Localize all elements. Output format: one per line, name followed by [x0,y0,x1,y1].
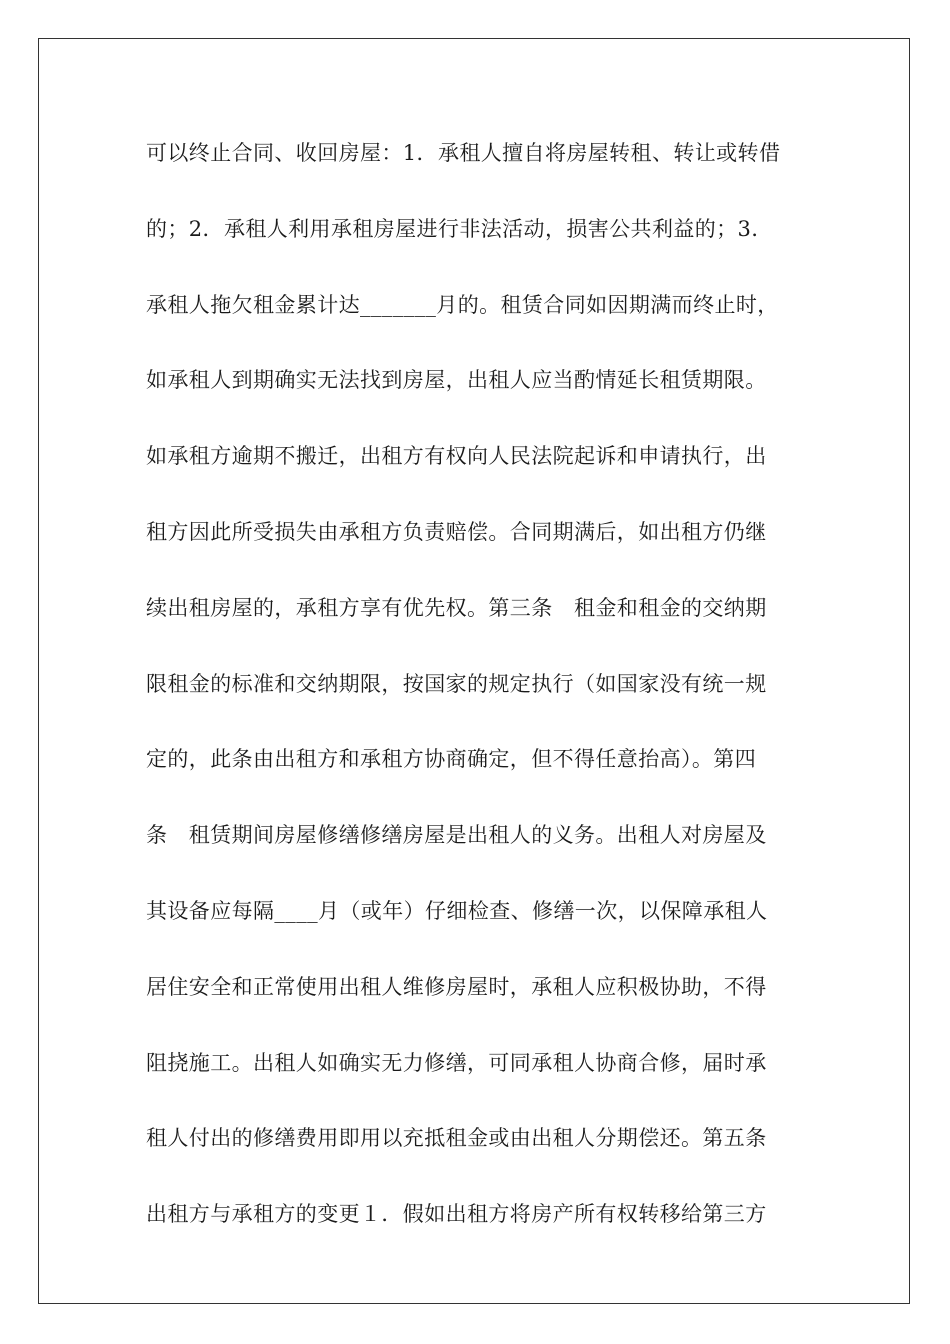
text-line: 居住安全和正常使用出租人维修房屋时，承租人应积极协助，不得 [146,974,767,999]
text-line: 如承租人到期确实无法找到房屋，出租人应当酌情延长租赁期限。 [146,368,767,393]
text-line: 租人付出的修缮费用即用以充抵租金或由出租人分期偿还。第五条 [146,1126,767,1151]
text-line: 其设备应每隔____月（或年）仔细检查、修缮一次，以保障承租人 [146,898,768,923]
text-line: 条 租赁期间房屋修缮修缮房屋是出租人的义务。出租人对房屋及 [146,823,767,848]
text-line: 的；2．承租人利用承租房屋进行非法活动，损害公共利益的；3． [146,216,773,241]
text-line: 租方因此所受损失由承租方负责赔偿。合同期满后，如出租方仍继 [146,519,767,544]
text-line: 限租金的标准和交纳期限，按国家的规定执行（如国家没有统一规 [146,671,767,696]
text-line: 承租人拖欠租金累计达_______月的。租赁合同如因期满而终止时， [146,292,779,317]
text-line: 如承租方逾期不搬迁，出租方有权向人民法院起诉和申请执行，出 [146,444,767,469]
text-line: 续出租房屋的，承租方享有优先权。第三条 租金和租金的交纳期 [146,595,767,620]
contract-body-text [146,128,806,1265]
text-line: 可以终止合同、收回房屋：1．承租人擅自将房屋转租、转让或转借 [146,141,781,165]
text-line: 阻挠施工。出租人如确实无力修缮，可同承租人协商合修，届时承 [146,1050,767,1075]
text-line: 定的，此条由出租方和承租方协商确定，但不得任意抬高）。第四 [146,747,757,772]
text-line: 出租方与承租方的变更１．假如出租方将房产所有权转移给第三方 [146,1202,767,1227]
